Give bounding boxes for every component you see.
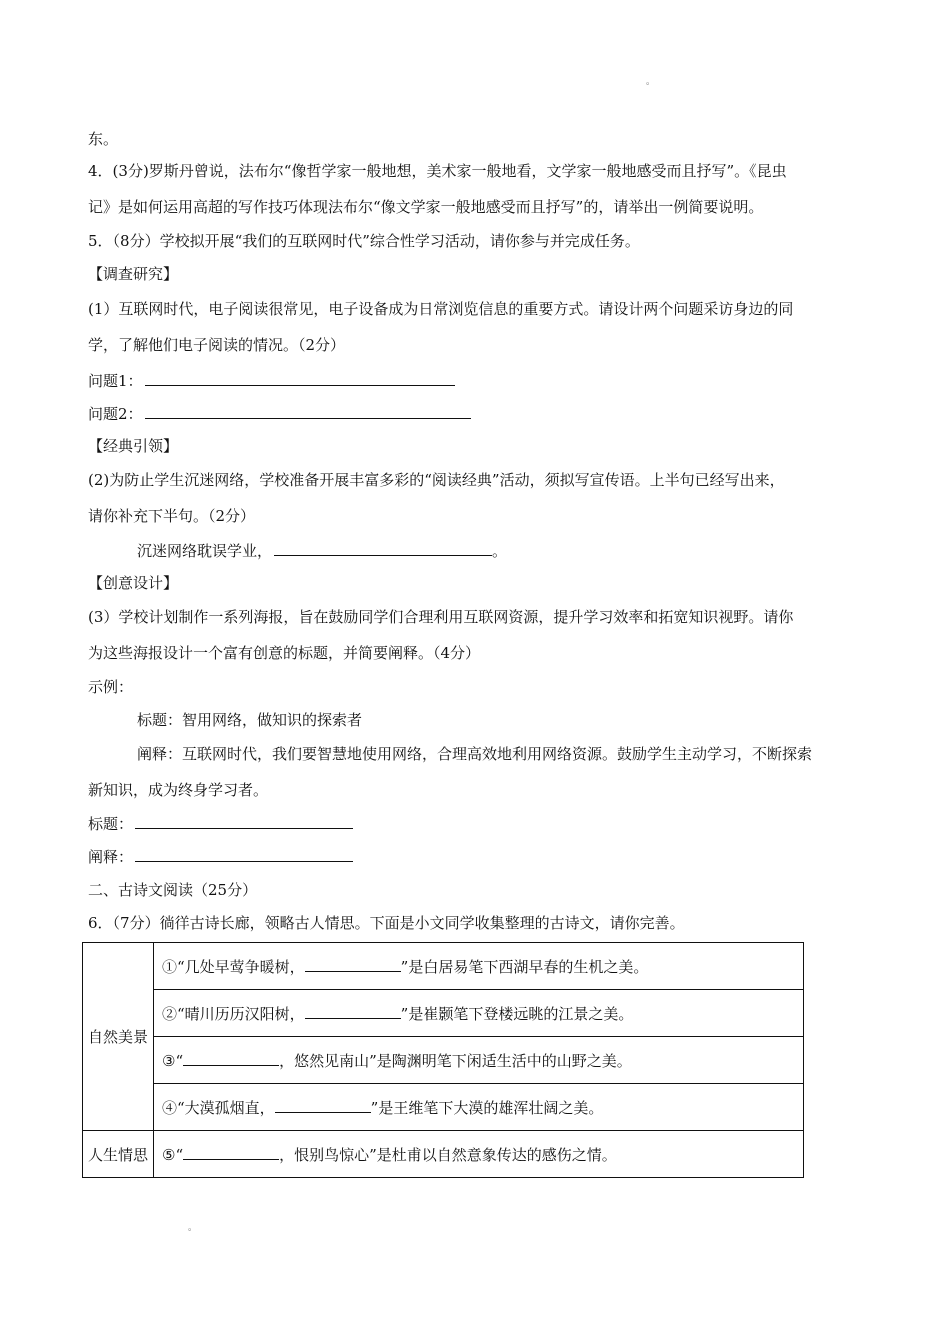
text-line-continuation: 东。 [88,130,119,148]
poem-cell-1 [154,943,804,990]
poem-cell-4 [154,1084,804,1131]
poetry-table [82,942,804,1178]
table-row [83,943,804,990]
question-5-title: 5．（8分）学校拟开展“我们的互联网时代”综合性学习活动，请你参与并完成任务。 [88,232,640,250]
question-2-answer-blank[interactable] [145,403,471,419]
survey-question-line-1: (1）互联网时代，电子阅读很常见，电子设备成为日常浏览信息的重要方式。请设计两个问题采访身边的同 [88,300,794,318]
poem-3-blank[interactable] [183,1051,279,1066]
poem-5-blank[interactable] [183,1145,279,1160]
poem-1-blank[interactable] [305,957,401,972]
poem-cell-2 [154,990,804,1037]
explanation-label: 阐释： [88,848,134,866]
section-2-heading: 二、古诗文阅读（25分） [88,881,258,899]
example-label: 示例： [88,678,134,696]
poem-1-suffix: ”是白居易笔下西湖早春的生机之美。 [400,957,649,976]
section-classic-heading: 【经典引领】 [88,437,179,455]
title-answer-row [88,813,864,834]
poem-2-suffix: ”是崔颢笔下登楼远眺的江景之美。 [400,1004,634,1023]
top-mark: 。 [646,77,656,87]
question-2-label: 问题2： [88,405,143,423]
section-survey-heading: 【调查研究】 [88,265,179,283]
question-1-answer-blank[interactable] [145,370,455,386]
category-life-feelings: 人生情思 [83,1131,154,1178]
title-label: 标题： [88,815,134,833]
example-explanation-line-2: 新知识，成为终身学习者。 [88,781,269,799]
slogan-question-line-2: 请你补充下半句。（2分） [88,507,256,525]
survey-question-line-2: 学，了解他们电子阅读的情况。（2分） [88,336,346,354]
example-title: 标题：智用网络，做知识的探索者 [137,711,363,729]
poem-5-suffix: ，恨别鸟惊心”是杜甫以自然意象传达的感伤之情。 [279,1145,617,1164]
question-4-line-2: 记》是如何运用高超的写作技巧体现法布尔“像文学家一般地感受而且抒写”的，请举出一例简要说明。 [88,198,764,216]
poem-1-prefix: ①“几处早莺争暖树， [162,957,305,976]
slogan-answer-blank[interactable] [274,540,492,556]
title-answer-blank[interactable] [135,813,353,829]
poem-cell-3 [154,1037,804,1084]
table-row [83,990,804,1037]
question-1-row [88,370,864,391]
bottom-mark: 。 [188,1223,198,1233]
section-creative-heading: 【创意设计】 [88,574,179,592]
poem-3-prefix: ③“ [162,1051,184,1070]
poem-4-suffix: ”是王维笔下大漠的雄浑壮阔之美。 [370,1098,604,1117]
slogan-end-mark: 。 [492,542,508,560]
poem-5-prefix: ⑤“ [162,1145,184,1164]
poster-question-line-1: (3）学校计划制作一系列海报，旨在鼓励同学们合理利用互联网资源，提升学习效率和拓宽知识视野。请你 [88,608,794,626]
slogan-first-half: 沉迷网络耽误学业， [137,542,273,560]
poem-4-prefix: ④“大漠孤烟直， [162,1098,275,1117]
question-2-row [88,403,864,424]
table-row [83,1037,804,1084]
explanation-answer-row [88,846,864,867]
slogan-question-line-1: (2)为防止学生沉迷网络，学校准备开展丰富多彩的“阅读经典”活动，须拟写宣传语。上半句已经写出来， [88,471,785,489]
example-explanation-line-1: 阐释：互联网时代，我们要智慧地使用网络，合理高效地利用网络资源。鼓励学生主动学习，不断探索 [137,745,813,763]
poem-cell-5 [154,1131,804,1178]
poem-3-suffix: ，悠然见南山”是陶渊明笔下闲适生活中的山野之美。 [279,1051,632,1070]
explanation-answer-blank[interactable] [135,846,353,862]
question-6-title: 6．（7分）徜徉古诗长廊，领略古人情思。下面是小文同学收集整理的古诗文，请你完善。 [88,914,685,932]
question-4-line-1: 4．(3分)罗斯丹曾说，法布尔“像哲学家一般地想，美术家一般地看，文学家一般地感受而且抒写”。《昆虫 [88,162,787,180]
question-1-label: 问题1： [88,372,143,390]
slogan-row [137,540,864,561]
category-nature-scenery: 自然美景 [83,943,154,1131]
table-row [83,1131,804,1178]
table-row [83,1084,804,1131]
poster-question-line-2: 为这些海报设计一个富有创意的标题，并简要阐释。（4分） [88,644,481,662]
poem-2-blank[interactable] [305,1004,401,1019]
poem-4-blank[interactable] [275,1098,371,1113]
poem-2-prefix: ②“晴川历历汉阳树， [162,1004,305,1023]
